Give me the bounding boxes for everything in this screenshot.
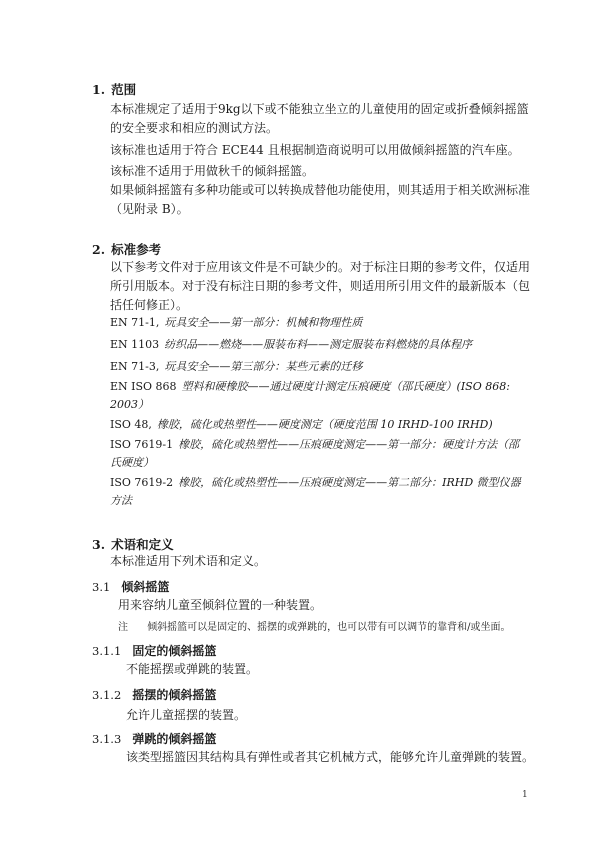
- definition-number: 3.1.3: [92, 732, 122, 746]
- section-1-para-3: 该标准不适用于用做秋千的倾斜摇篮。: [110, 164, 315, 178]
- reference-item: [110, 474, 530, 510]
- reference-item: [110, 378, 530, 414]
- reference-code: EN 1103: [110, 338, 160, 351]
- reference-item: [110, 314, 530, 332]
- definition-3-1-1-text: 不能摇摆或弹跳的装置。: [126, 662, 259, 676]
- reference-code: ISO 7619-2: [110, 476, 174, 489]
- section-number: 3.: [92, 537, 106, 552]
- definition-3-1-3-heading: [92, 728, 216, 747]
- reference-item: [110, 416, 530, 434]
- definition-term: 固定的倾斜摇篮: [132, 644, 217, 658]
- section-title: 范围: [111, 82, 137, 97]
- reference-title: 塑料和硬橡胶——通过硬度计测定压痕硬度（邵氏硬度）(ISO 868: 2003）: [110, 380, 510, 411]
- reference-code: ISO 7619-1: [110, 438, 174, 451]
- definition-3-1-3-text: 该类型摇篮因其结构具有弹性或者其它机械方式，能够允许儿童弹跳的装置。: [126, 750, 535, 764]
- note-label: 注: [118, 622, 128, 633]
- reference-item: [110, 336, 530, 354]
- section-1-heading: [92, 80, 136, 98]
- reference-code: EN 71-1,: [110, 316, 160, 329]
- definition-term: 摇摆的倾斜摇篮: [132, 688, 217, 702]
- section-3-heading: [92, 535, 174, 553]
- reference-title: 纺织品——燃烧——服装布料——测定服装布料燃烧的具体程序: [164, 338, 473, 351]
- reference-title: 橡胶，硫化或热塑性——压痕硬度测定——第一部分：硬度计方法（邵氏硬度）: [110, 438, 520, 469]
- definition-number: 3.1.2: [92, 688, 122, 702]
- section-1-para-2: 该标准也适用于符合 ECE44 且根据制造商说明可以用做倾斜摇篮的汽车座。: [110, 143, 520, 157]
- section-title: 术语和定义: [111, 537, 174, 552]
- reference-item: [110, 358, 530, 376]
- definition-3-1-heading: [92, 576, 169, 595]
- section-number: 1.: [92, 82, 106, 97]
- section-3-intro: 本标准适用下列术语和定义。: [110, 554, 267, 568]
- reference-item: [110, 436, 530, 472]
- section-2-intro: 以下参考文件对于应用该文件是不可缺少的。对于标注日期的参考文件，仅适用所引用版本。对于没有标注日期的参考文件，则适用所引用文件的最新版本（包括任何修正）。: [110, 260, 531, 312]
- page-number: 1: [522, 790, 528, 800]
- reference-title: 橡胶，硫化或热塑性——硬度测定（硬度范围 10 IRHD-100 IRHD): [156, 418, 493, 431]
- definition-number: 3.1.1: [92, 644, 122, 658]
- reference-title: 橡胶，硫化或热塑性——压痕硬度测定——第二部分：IRHD 微型仪器方法: [110, 476, 521, 507]
- reference-title: 玩具安全——第一部分：机械和物理性质: [164, 316, 363, 329]
- note-text: 倾斜摇篮可以是固定的、摇摆的或弹跳的，也可以带有可以调节的靠背和/或坐面。: [147, 622, 511, 633]
- section-1-para-4: 如果倾斜摇篮有多种功能或可以转换成替他功能使用，则其适用于相关欧洲标准（见附录 B）。: [110, 183, 531, 216]
- reference-code: EN 71-3,: [110, 360, 160, 373]
- reference-code: EN ISO 868: [110, 380, 177, 393]
- reference-code: ISO 48,: [110, 418, 152, 431]
- definition-number: 3.1: [92, 580, 111, 594]
- section-number: 2.: [92, 242, 106, 257]
- definition-3-1-1-heading: [92, 640, 216, 659]
- reference-title: 玩具安全——第三部分：某些元素的迁移: [164, 360, 363, 373]
- definition-term: 弹跳的倾斜摇篮: [132, 732, 217, 746]
- section-2-heading: [92, 240, 161, 258]
- section-1-para-1: 本标准规定了适用于9kg以下或不能独立坐立的儿童使用的固定或折叠倾斜摇篮的安全要求和相应的测试方法。: [110, 102, 529, 135]
- definition-3-1-2-heading: [92, 684, 216, 703]
- section-title: 标准参考: [111, 242, 162, 257]
- definition-term: 倾斜摇篮: [121, 580, 170, 594]
- note: [118, 620, 511, 636]
- definition-3-1-2-text: 允许儿童摇摆的装置。: [126, 708, 247, 722]
- definition-3-1-text: 用来容纳儿童至倾斜位置的一种装置。: [118, 598, 323, 612]
